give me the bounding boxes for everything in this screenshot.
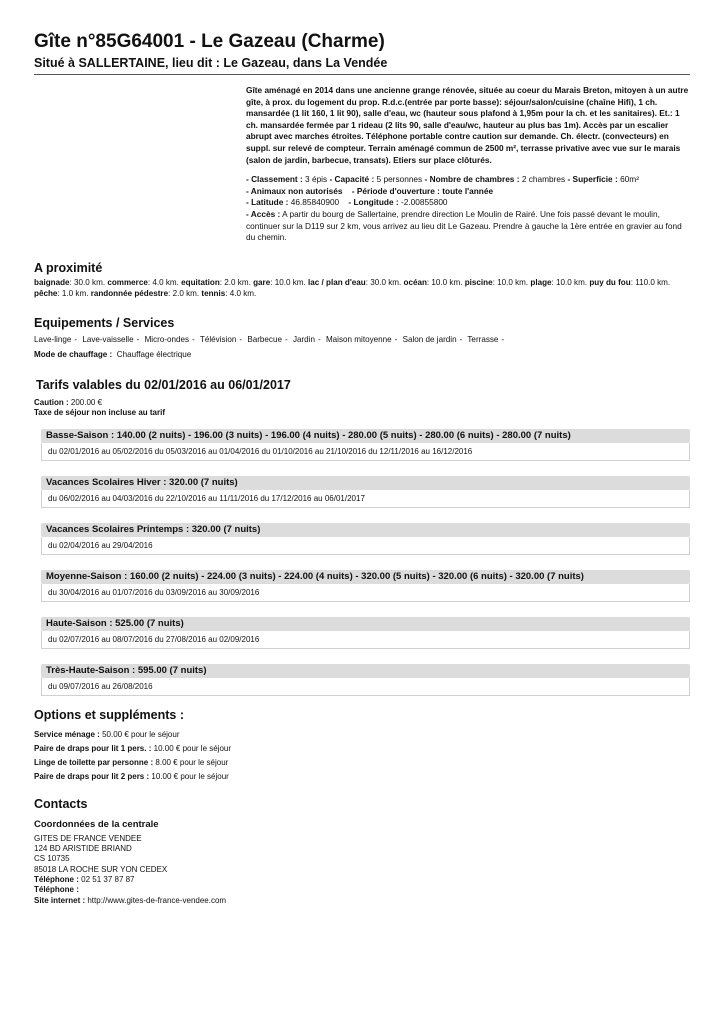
phone2-line: Téléphone : bbox=[34, 885, 79, 895]
prox-item: plage: 10.0 km. bbox=[530, 277, 588, 287]
period-dates: du 02/04/2016 au 29/04/2016 bbox=[41, 537, 690, 555]
period-name: Moyenne-Saison : 160.00 (2 nuits) - 224.00 (3 nuits) - 224.00 (4 nuits) - 320.00 (5 nuits) - 320.00 (6 nuits) - 320.00 (7 nuits) bbox=[41, 570, 690, 584]
prox-item: puy du fou: 110.0 km. bbox=[589, 277, 671, 287]
equip-item: Barbecue bbox=[247, 334, 282, 344]
tarif-period bbox=[41, 570, 690, 602]
option-item: Service ménage : 50.00 € pour le séjour bbox=[34, 729, 180, 739]
chauffage-line bbox=[34, 348, 690, 361]
title-divider bbox=[34, 74, 690, 75]
period-name: Vacances Scolaires Hiver : 320.00 (7 nuits) bbox=[41, 476, 690, 490]
facts-line-2 bbox=[246, 186, 690, 198]
equip-item: Maison mitoyenne bbox=[325, 334, 392, 344]
address-line: 85018 LA ROCHE SUR YON CEDEX bbox=[34, 864, 168, 874]
longitude-value: -2.00855800 bbox=[400, 197, 448, 208]
acces-value: A partir du bourg de Sallertaine, prendre direction Le Moulin de Rairé. Une fois passé devant le moulin, continuer sur la D119 sur 2 km, vous arrivez au lieu dit Le Gazeau. Prendre à gauche la 1ère entrée en gravier au fond du chemin. bbox=[246, 208, 682, 243]
acces-line bbox=[246, 209, 690, 244]
prox-item: piscine: 10.0 km. bbox=[464, 277, 529, 287]
period-dates: du 06/02/2016 au 04/03/2016 du 22/10/2016 au 11/11/2016 du 17/12/2016 au 06/01/2017 bbox=[41, 490, 690, 508]
equipements-section bbox=[34, 315, 690, 361]
options-list bbox=[34, 728, 690, 784]
classement-label: - Classement : bbox=[246, 174, 303, 185]
prox-item: océan: 10.0 km. bbox=[403, 277, 463, 287]
facts-line-3 bbox=[246, 197, 690, 209]
prox-item: lac / plan d'eau: 30.0 km. bbox=[308, 277, 402, 287]
tarif-period bbox=[41, 476, 690, 508]
chauffage-label: Mode de chauffage : bbox=[34, 349, 113, 359]
site-link[interactable]: http://www.gites-de-france-vendee.com bbox=[87, 895, 227, 905]
address-line: GITES DE FRANCE VENDEE bbox=[34, 833, 142, 843]
period-name: Très-Haute-Saison : 595.00 (7 nuits) bbox=[41, 664, 690, 678]
option-item: Paire de draps pour lit 2 pers : 10.00 € pour le séjour bbox=[34, 771, 229, 781]
chauffage-value: Chauffage électrique bbox=[116, 349, 192, 359]
equip-item: Télévision bbox=[199, 334, 237, 344]
period-dates: du 02/01/2016 au 05/02/2016 du 05/03/2016 au 01/04/2016 du 01/10/2016 au 21/10/2016 du 12/11/2016 au 16/12/2016 bbox=[41, 443, 690, 461]
chambres-value: 2 chambres bbox=[521, 174, 566, 185]
equipements-title: Equipements / Services bbox=[34, 315, 175, 330]
proximite-title: A proximité bbox=[34, 260, 103, 275]
equip-item: Jardin bbox=[292, 334, 315, 344]
contacts-title: Contacts bbox=[34, 796, 88, 811]
prox-item: pêche: 1.0 km. bbox=[34, 288, 89, 298]
contacts-section bbox=[34, 796, 690, 906]
equip-item: Salon de jardin bbox=[402, 334, 457, 344]
latitude-label: - Latitude : bbox=[246, 197, 289, 208]
contact-address bbox=[34, 834, 690, 906]
address-line: 124 BD ARISTIDE BRIAND bbox=[34, 844, 132, 854]
facts-list bbox=[246, 174, 690, 244]
superficie-value: 60m² bbox=[620, 174, 639, 185]
description-block bbox=[246, 85, 690, 244]
acces-label: - Accès : bbox=[246, 208, 281, 219]
tarif-period bbox=[41, 523, 690, 555]
classement-value: 3 épis bbox=[305, 174, 328, 185]
tarifs-section bbox=[34, 377, 690, 696]
option-item: Linge de toilette par personne : 8.00 € pour le séjour bbox=[34, 757, 229, 767]
prox-item: gare: 10.0 km. bbox=[253, 277, 306, 287]
period-name: Basse-Saison : 140.00 (2 nuits) - 196.00 (3 nuits) - 196.00 (4 nuits) - 280.00 (5 nuits) - 280.00 (6 nuits) - 280.00 (7 nuits) bbox=[41, 429, 690, 443]
animaux-text: - Animaux non autorisés bbox=[246, 185, 343, 196]
description-text: Gîte aménagé en 2014 dans une ancienne grange rénovée, située au coeur du Marais Breton, mitoyen à un autre gîte, à prox. du logement du prop. R.d.c.(entrée par porte basse): séjour/salon/cuisine (chaîne Hifi), 1 ch. mansardée (1 lit 160, 1 lit 90), salle d'eau, wc (hauteur sous plafond à 1,95m pour la ch. et les sanitaires). Et.: 1 ch. mansardée fermée par 1 rideau (2 lits 90, salle d'eau/wc, hauteur au plus bas 1m). Accès par un escalier abrupt avec marches étroites. Téléphone portable contre caution sur demande. Ch. électr. (convecteurs) en suppl. sur relevé de compteur. Terrain aménagé commun de 2500 m², terrasse privative avec vue sur le marais (salon de jardin, barbecue, transats). Etiers sur place clôturés. bbox=[246, 85, 689, 165]
tarif-periods bbox=[41, 429, 690, 696]
period-dates: du 30/04/2016 au 01/07/2016 du 03/09/2016 au 30/09/2016 bbox=[41, 584, 690, 602]
caution-line bbox=[34, 398, 690, 408]
contacts-subtitle: Coordonnées de la centrale bbox=[34, 818, 159, 830]
equip-item: Terrasse bbox=[467, 334, 499, 344]
equip-item: Lave-vaisselle bbox=[82, 334, 134, 344]
prox-item: equitation: 2.0 km. bbox=[181, 277, 251, 287]
prox-item: commerce: 4.0 km. bbox=[107, 277, 179, 287]
phone-line: Téléphone : 02 51 37 87 87 bbox=[34, 874, 135, 884]
period-dates: du 02/07/2016 au 08/07/2016 du 27/08/2016 au 02/09/2016 bbox=[41, 631, 690, 649]
document-page bbox=[34, 30, 690, 906]
facts-line-1 bbox=[246, 174, 690, 186]
equip-item: Lave-linge bbox=[34, 334, 72, 344]
latitude-value: 46.85840900 bbox=[290, 197, 340, 208]
prox-item: randonnée pédestre: 2.0 km. bbox=[90, 288, 200, 298]
ouverture-text: - Période d'ouverture : toute l'année bbox=[351, 185, 494, 196]
caution-value: 200.00 € bbox=[70, 397, 103, 407]
prox-item: baignade: 30.0 km. bbox=[34, 277, 106, 287]
taxe-note: Taxe de séjour non incluse au tarif bbox=[34, 407, 165, 417]
page-subtitle: Situé à SALLERTAINE, lieu dit : Le Gazeau, dans La Vendée bbox=[34, 56, 388, 70]
address-line: CS 10735 bbox=[34, 854, 70, 864]
capacite-label: - Capacité : bbox=[329, 174, 375, 185]
tarif-period bbox=[41, 617, 690, 649]
proximite-section bbox=[34, 260, 690, 299]
period-dates: du 09/07/2016 au 26/08/2016 bbox=[41, 678, 690, 696]
period-name: Haute-Saison : 525.00 (7 nuits) bbox=[41, 617, 690, 631]
longitude-label: - Longitude : bbox=[348, 197, 399, 208]
tarif-period bbox=[41, 664, 690, 696]
caution-label: Caution : bbox=[34, 397, 69, 407]
superficie-label: - Superficie : bbox=[567, 174, 618, 185]
equip-item: Micro-ondes bbox=[144, 334, 190, 344]
options-section bbox=[34, 707, 690, 784]
page-title: Gîte n°85G64001 - Le Gazeau (Charme) bbox=[34, 31, 385, 52]
options-title: Options et suppléments : bbox=[34, 707, 185, 722]
tarifs-title: Tarifs valables du 02/01/2016 au 06/01/2017 bbox=[36, 377, 291, 392]
proximite-list bbox=[34, 277, 690, 299]
tarif-period bbox=[41, 429, 690, 461]
equipements-list: Lave-linge - Lave-vaisselle - Micro-ondes - Télévision - Barbecue - Jardin - Maison mitoyenne - Salon de jardin - Terrasse - bbox=[34, 334, 505, 344]
period-name: Vacances Scolaires Printemps : 320.00 (7 nuits) bbox=[41, 523, 690, 537]
prox-item: tennis: 4.0 km. bbox=[201, 288, 257, 298]
chambres-label: - Nombre de chambres : bbox=[424, 174, 520, 185]
option-item: Paire de draps pour lit 1 pers. : 10.00 € pour le séjour bbox=[34, 743, 232, 753]
site-line: Site internet : http://www.gites-de-france-vendee.com bbox=[34, 895, 227, 905]
capacite-value: 5 personnes bbox=[376, 174, 423, 185]
